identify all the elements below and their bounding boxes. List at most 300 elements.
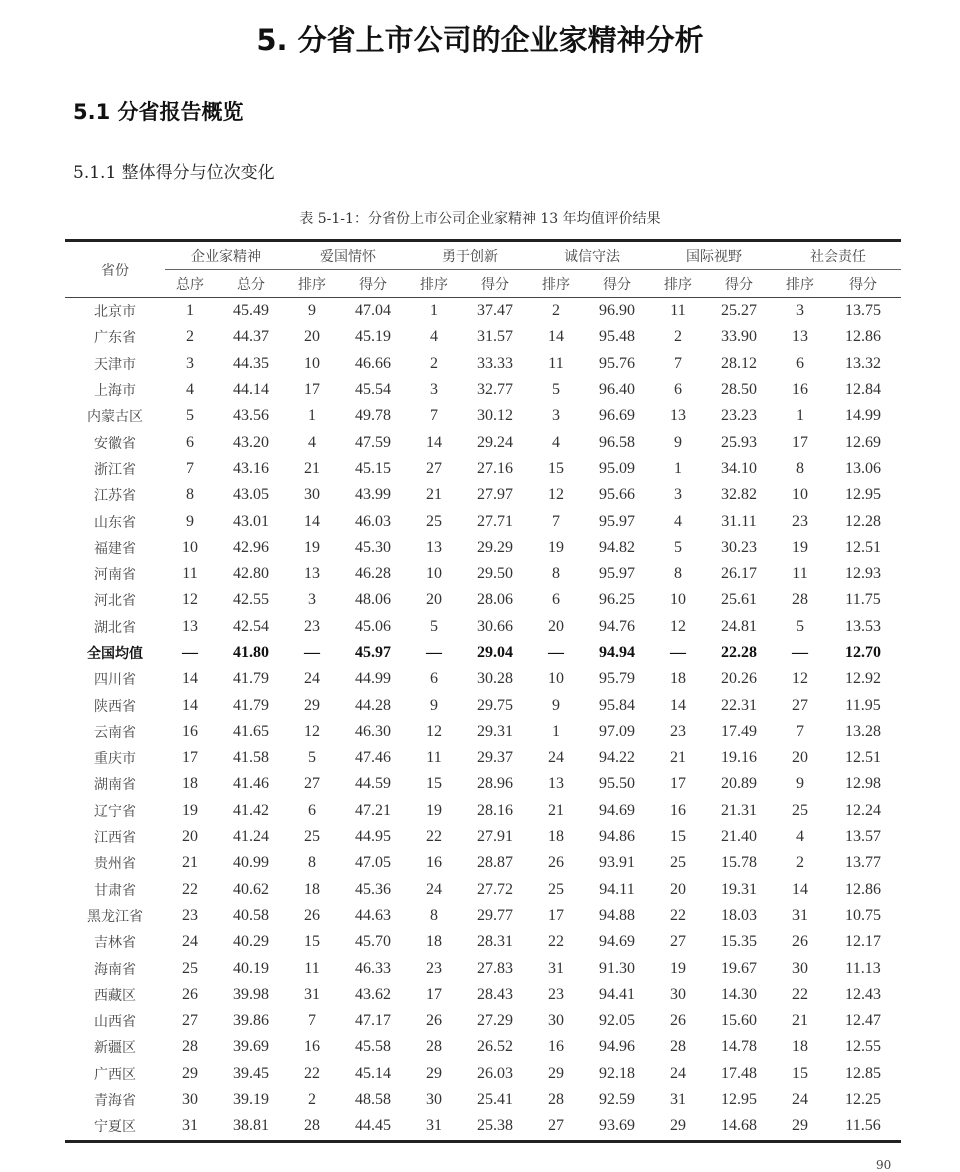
score-cell: 91.30 — [599, 959, 635, 977]
rank-cell: 16 — [792, 381, 808, 399]
rank-cell: 7 — [308, 1012, 316, 1030]
rank-cell: 3 — [430, 381, 438, 399]
score-cell: 40.99 — [233, 854, 269, 872]
score-cell: 39.86 — [233, 1012, 269, 1030]
rank-cell: 1 — [674, 459, 682, 477]
province-cell: 内蒙古区 — [87, 409, 143, 426]
score-cell: 47.46 — [355, 749, 391, 767]
score-cell: 43.05 — [233, 486, 269, 504]
rank-cell: 19 — [426, 801, 442, 819]
rank-cell: 25 — [426, 512, 442, 530]
score-cell: 24.81 — [721, 617, 757, 635]
score-cell: 28.16 — [477, 801, 513, 819]
header-group: 企业家精神 — [165, 241, 287, 270]
rank-cell: 24 — [426, 880, 442, 898]
score-cell: 44.37 — [233, 328, 269, 346]
rank-cell: 27 — [548, 1117, 564, 1135]
rank-cell: 24 — [792, 1091, 808, 1109]
rank-cell: 9 — [186, 512, 194, 530]
rank-cell: 29 — [182, 1064, 198, 1082]
rank-cell: 23 — [792, 512, 808, 530]
score-cell: 13.57 — [845, 828, 881, 846]
score-cell: 95.84 — [599, 696, 635, 714]
score-cell: 95.97 — [599, 565, 635, 583]
rank-cell: 17 — [182, 749, 198, 767]
rank-cell: 3 — [552, 407, 560, 425]
rank-cell: 23 — [548, 985, 564, 1003]
rank-cell: 16 — [670, 801, 686, 819]
rank-cell: 21 — [792, 1012, 808, 1030]
rank-cell: 9 — [552, 696, 560, 714]
score-cell: 13.32 — [845, 354, 881, 372]
score-cell: 12.95 — [721, 1091, 757, 1109]
rank-cell: 22 — [548, 933, 564, 951]
province-cell: 天津市 — [94, 356, 136, 373]
header-subcolumn: 得分 — [459, 270, 531, 298]
rank-cell: 8 — [186, 486, 194, 504]
score-cell: 21.31 — [721, 801, 757, 819]
score-cell: 93.91 — [599, 854, 635, 872]
province-cell: 江西省 — [94, 830, 136, 847]
score-cell: 32.82 — [721, 486, 757, 504]
score-cell: 20.89 — [721, 775, 757, 793]
rank-cell: 21 — [426, 486, 442, 504]
page-title: 5. 分省上市公司的企业家精神分析 — [256, 23, 704, 57]
score-cell: 42.96 — [233, 538, 269, 556]
rank-cell: 9 — [430, 696, 438, 714]
score-cell: 45.97 — [355, 644, 391, 661]
score-cell: 12.25 — [845, 1091, 881, 1109]
province-cell: 河南省 — [94, 567, 136, 584]
rank-cell: 18 — [182, 775, 198, 793]
score-cell: 46.33 — [355, 959, 391, 977]
score-cell: 27.83 — [477, 959, 513, 977]
table-row — [65, 666, 901, 692]
rank-cell: 26 — [670, 1012, 686, 1030]
rank-cell: 29 — [304, 696, 320, 714]
rank-cell: 11 — [182, 565, 198, 583]
rank-cell: 24 — [670, 1064, 686, 1082]
score-cell: 13.28 — [845, 722, 881, 740]
rank-cell: 3 — [796, 302, 804, 320]
table-row — [65, 824, 901, 850]
rank-cell: 31 — [670, 1091, 686, 1109]
rank-cell: 18 — [548, 828, 564, 846]
score-cell: 31.11 — [721, 512, 757, 530]
rank-cell: 1 — [186, 302, 194, 320]
score-cell: 28.06 — [477, 591, 513, 609]
table-row — [65, 1061, 901, 1087]
score-cell: 12.47 — [845, 1012, 881, 1030]
table-row — [65, 403, 901, 429]
score-cell: 94.69 — [599, 933, 635, 951]
table-row — [65, 587, 901, 613]
table-row — [65, 298, 901, 325]
rank-cell: 5 — [430, 617, 438, 635]
score-cell: 39.98 — [233, 985, 269, 1003]
score-cell: 22.31 — [721, 696, 757, 714]
rank-cell: 2 — [308, 1091, 316, 1109]
rank-cell: 29 — [548, 1064, 564, 1082]
score-cell: 21.40 — [721, 828, 757, 846]
rank-cell: 5 — [186, 407, 194, 425]
score-cell: 12.95 — [845, 486, 881, 504]
rank-cell: 25 — [792, 801, 808, 819]
rank-cell: 30 — [792, 959, 808, 977]
score-cell: 25.38 — [477, 1117, 513, 1135]
rank-cell: 22 — [792, 985, 808, 1003]
score-cell: 23.23 — [721, 407, 757, 425]
header-subcolumn: 排序 — [531, 270, 581, 298]
rank-cell: 15 — [426, 775, 442, 793]
province-cell: 山东省 — [94, 514, 136, 531]
rank-cell: 1 — [552, 722, 560, 740]
rank-cell: 6 — [796, 354, 804, 372]
score-cell: 45.19 — [355, 328, 391, 346]
score-cell: 48.58 — [355, 1091, 391, 1109]
score-cell: 43.99 — [355, 486, 391, 504]
score-cell: 39.45 — [233, 1064, 269, 1082]
rank-cell: 14 — [426, 433, 442, 451]
rank-cell: 4 — [186, 381, 194, 399]
rank-cell: 31 — [426, 1117, 442, 1135]
header-subcolumn: 排序 — [653, 270, 703, 298]
rank-cell: 14 — [670, 696, 686, 714]
score-cell: 41.80 — [233, 644, 269, 661]
rank-cell: 28 — [182, 1038, 198, 1056]
header-group: 爱国情怀 — [287, 241, 409, 270]
rank-cell: 6 — [674, 381, 682, 399]
rank-cell: 20 — [548, 617, 564, 635]
table-row — [65, 692, 901, 718]
rank-cell: 30 — [426, 1091, 442, 1109]
score-cell: 29.24 — [477, 433, 513, 451]
score-cell: 29.29 — [477, 538, 513, 556]
rank-cell: 26 — [548, 854, 564, 872]
score-cell: 33.33 — [477, 354, 513, 372]
score-cell: 30.23 — [721, 538, 757, 556]
score-cell: 27.71 — [477, 512, 513, 530]
rank-cell: 6 — [430, 670, 438, 688]
header-subcolumn: 排序 — [287, 270, 337, 298]
score-cell: 44.95 — [355, 828, 391, 846]
rank-cell: 20 — [304, 328, 320, 346]
rank-cell: 25 — [548, 880, 564, 898]
rank-cell: 26 — [304, 906, 320, 924]
rank-cell: 13 — [670, 407, 686, 425]
score-cell: 27.29 — [477, 1012, 513, 1030]
rank-cell: 16 — [548, 1038, 564, 1056]
province-cell: 安徽省 — [94, 435, 136, 452]
score-cell: 41.79 — [233, 670, 269, 688]
table-row — [65, 429, 901, 455]
score-cell: 96.58 — [599, 433, 635, 451]
score-cell: 12.84 — [845, 381, 881, 399]
score-cell: 40.19 — [233, 959, 269, 977]
score-cell: 45.36 — [355, 880, 391, 898]
rank-cell: 10 — [548, 670, 564, 688]
province-cell: 辽宁省 — [94, 803, 136, 820]
rank-cell: 4 — [308, 433, 316, 451]
score-cell: 45.58 — [355, 1038, 391, 1056]
score-cell: 45.49 — [233, 302, 269, 320]
rank-cell: 11 — [548, 354, 564, 372]
table-row — [65, 561, 901, 587]
score-cell: 96.90 — [599, 302, 635, 320]
rank-cell: 8 — [796, 459, 804, 477]
rank-cell: — — [670, 644, 686, 661]
rank-cell: 18 — [304, 880, 320, 898]
rank-cell: 2 — [552, 302, 560, 320]
rank-cell: 22 — [670, 906, 686, 924]
rank-cell: 13 — [792, 328, 808, 346]
rank-cell: 4 — [796, 828, 804, 846]
rank-cell: 15 — [670, 828, 686, 846]
rank-cell: 31 — [304, 985, 320, 1003]
rank-cell: 29 — [426, 1064, 442, 1082]
header-subcolumn: 总序 — [165, 270, 215, 298]
score-cell: 95.76 — [599, 354, 635, 372]
score-cell: 14.99 — [845, 407, 881, 425]
rank-cell: 9 — [796, 775, 804, 793]
rank-cell: 18 — [426, 933, 442, 951]
score-cell: 94.94 — [599, 644, 635, 661]
score-cell: 45.30 — [355, 538, 391, 556]
score-cell: 25.61 — [721, 591, 757, 609]
score-cell: 12.43 — [845, 985, 881, 1003]
rank-cell: 27 — [304, 775, 320, 793]
rank-cell: 7 — [674, 354, 682, 372]
score-cell: 46.28 — [355, 565, 391, 583]
score-cell: 28.43 — [477, 985, 513, 1003]
score-cell: 94.88 — [599, 906, 635, 924]
score-cell: 26.52 — [477, 1038, 513, 1056]
score-cell: 33.90 — [721, 328, 757, 346]
score-cell: 34.10 — [721, 459, 757, 477]
score-cell: 12.86 — [845, 880, 881, 898]
rank-cell: 10 — [670, 591, 686, 609]
rank-cell: 7 — [186, 459, 194, 477]
score-cell: 14.30 — [721, 985, 757, 1003]
score-cell: 15.60 — [721, 1012, 757, 1030]
rank-cell: 2 — [796, 854, 804, 872]
province-cell: 广西区 — [94, 1066, 136, 1083]
rank-cell: 13 — [426, 538, 442, 556]
rank-cell: 1 — [308, 407, 316, 425]
score-cell: 31.57 — [477, 328, 513, 346]
rank-cell: 23 — [670, 722, 686, 740]
table-row — [65, 1087, 901, 1113]
score-cell: 12.93 — [845, 565, 881, 583]
province-cell: 云南省 — [94, 724, 136, 741]
rank-cell: 4 — [430, 328, 438, 346]
score-cell: 12.17 — [845, 933, 881, 951]
rank-cell: 17 — [792, 433, 808, 451]
header-group: 国际视野 — [653, 241, 775, 270]
score-cell: 94.41 — [599, 985, 635, 1003]
score-cell: 11.13 — [845, 959, 881, 977]
score-cell: 13.75 — [845, 302, 881, 320]
rank-cell: 16 — [182, 722, 198, 740]
rank-cell: 30 — [548, 1012, 564, 1030]
table-row — [65, 982, 901, 1008]
rank-cell: 19 — [792, 538, 808, 556]
rank-cell: 12 — [792, 670, 808, 688]
rank-cell: 2 — [186, 328, 194, 346]
rank-cell: 25 — [670, 854, 686, 872]
score-cell: 39.69 — [233, 1038, 269, 1056]
score-cell: 43.62 — [355, 985, 391, 1003]
score-cell: 41.42 — [233, 801, 269, 819]
rank-cell: 26 — [182, 985, 198, 1003]
rank-cell: 16 — [304, 1038, 320, 1056]
score-cell: 17.48 — [721, 1064, 757, 1082]
rank-cell: 27 — [670, 933, 686, 951]
rank-cell: — — [182, 644, 198, 661]
header-subcolumn: 总分 — [215, 270, 287, 298]
table-row — [65, 1034, 901, 1060]
rank-cell: 8 — [308, 854, 316, 872]
table-row — [65, 850, 901, 876]
rank-cell: 22 — [182, 880, 198, 898]
rank-cell: 28 — [304, 1117, 320, 1135]
rank-cell: 11 — [792, 565, 808, 583]
score-cell: 30.66 — [477, 617, 513, 635]
rank-cell: 11 — [670, 302, 686, 320]
rank-cell: 18 — [670, 670, 686, 688]
rank-cell: 9 — [308, 302, 316, 320]
header-subcolumn: 得分 — [703, 270, 775, 298]
province-cell: 宁夏区 — [94, 1119, 136, 1136]
rank-cell: 21 — [548, 801, 564, 819]
score-cell: 13.77 — [845, 854, 881, 872]
header-group: 勇于创新 — [409, 241, 531, 270]
score-cell: 97.09 — [599, 722, 635, 740]
score-cell: 30.28 — [477, 670, 513, 688]
rank-cell: 18 — [792, 1038, 808, 1056]
score-cell: 47.05 — [355, 854, 391, 872]
table-row — [65, 456, 901, 482]
rank-cell: 20 — [792, 749, 808, 767]
rank-cell: 2 — [430, 354, 438, 372]
rank-cell: 31 — [548, 959, 564, 977]
rank-cell: 8 — [552, 565, 560, 583]
rank-cell: 6 — [308, 801, 316, 819]
rank-cell: 1 — [796, 407, 804, 425]
rank-cell: 7 — [430, 407, 438, 425]
score-cell: 28.96 — [477, 775, 513, 793]
rank-cell: 25 — [182, 959, 198, 977]
score-cell: 12.28 — [845, 512, 881, 530]
score-cell: 28.87 — [477, 854, 513, 872]
table-row — [65, 377, 901, 403]
score-cell: 44.45 — [355, 1117, 391, 1135]
score-cell: 28.12 — [721, 354, 757, 372]
rank-cell: 17 — [548, 906, 564, 924]
score-cell: 44.99 — [355, 670, 391, 688]
score-cell: 42.54 — [233, 617, 269, 635]
rank-cell: 3 — [186, 354, 194, 372]
table-caption: 表 5-1-1：分省份上市公司企业家精神 13 年均值评价结果 — [299, 211, 661, 227]
score-cell: 94.22 — [599, 749, 635, 767]
rank-cell: 28 — [426, 1038, 442, 1056]
score-cell: 29.37 — [477, 749, 513, 767]
score-cell: 25.27 — [721, 302, 757, 320]
score-cell: 94.11 — [599, 880, 635, 898]
page-number: 90 — [876, 1158, 892, 1172]
rank-cell: 28 — [670, 1038, 686, 1056]
score-cell: 43.20 — [233, 433, 269, 451]
score-cell: 28.31 — [477, 933, 513, 951]
score-cell: 45.14 — [355, 1064, 391, 1082]
rank-cell: — — [426, 644, 442, 661]
rank-cell: 28 — [792, 591, 808, 609]
score-cell: 12.86 — [845, 328, 881, 346]
score-cell: 28.50 — [721, 381, 757, 399]
score-cell: 14.78 — [721, 1038, 757, 1056]
table-row — [65, 929, 901, 955]
rank-cell: 23 — [182, 906, 198, 924]
province-cell: 北京市 — [94, 304, 136, 321]
score-cell: 40.58 — [233, 906, 269, 924]
national-average-row — [65, 640, 901, 666]
table-row — [65, 877, 901, 903]
score-cell: 43.56 — [233, 407, 269, 425]
rank-cell: 22 — [304, 1064, 320, 1082]
rank-cell: 5 — [796, 617, 804, 635]
rank-cell: 28 — [548, 1091, 564, 1109]
rank-cell: 6 — [186, 433, 194, 451]
province-cell: 新疆区 — [94, 1040, 136, 1057]
province-cell: 广东省 — [94, 330, 136, 347]
subsection-heading: 5.1.1 整体得分与位次变化 — [73, 163, 275, 183]
rank-cell: 16 — [426, 854, 442, 872]
table-row — [65, 614, 901, 640]
score-cell: 40.62 — [233, 880, 269, 898]
score-cell: 18.03 — [721, 906, 757, 924]
rank-cell: 30 — [304, 486, 320, 504]
table-row — [65, 1113, 901, 1141]
rank-cell: 22 — [426, 828, 442, 846]
province-cell: 福建省 — [94, 540, 136, 557]
score-cell: 27.72 — [477, 880, 513, 898]
rank-cell: 5 — [674, 538, 682, 556]
score-cell: 19.31 — [721, 880, 757, 898]
rank-cell: 24 — [304, 670, 320, 688]
rank-cell: 20 — [426, 591, 442, 609]
score-cell: 14.68 — [721, 1117, 757, 1135]
rank-cell: 4 — [552, 433, 560, 451]
rank-cell: 17 — [304, 381, 320, 399]
rank-cell: 25 — [304, 828, 320, 846]
header-province: 省份 — [65, 241, 165, 298]
score-cell: 41.79 — [233, 696, 269, 714]
score-cell: 45.06 — [355, 617, 391, 635]
score-cell: 12.98 — [845, 775, 881, 793]
score-cell: 13.53 — [845, 617, 881, 635]
score-cell: 12.51 — [845, 749, 881, 767]
province-cell: 重庆市 — [94, 751, 136, 768]
score-cell: 47.17 — [355, 1012, 391, 1030]
rank-cell: 24 — [548, 749, 564, 767]
rank-cell: 5 — [308, 749, 316, 767]
rank-cell: 5 — [552, 381, 560, 399]
rank-cell: 21 — [304, 459, 320, 477]
score-cell: 41.46 — [233, 775, 269, 793]
rank-cell: 4 — [674, 512, 682, 530]
score-cell: 15.78 — [721, 854, 757, 872]
score-cell: 39.19 — [233, 1091, 269, 1109]
